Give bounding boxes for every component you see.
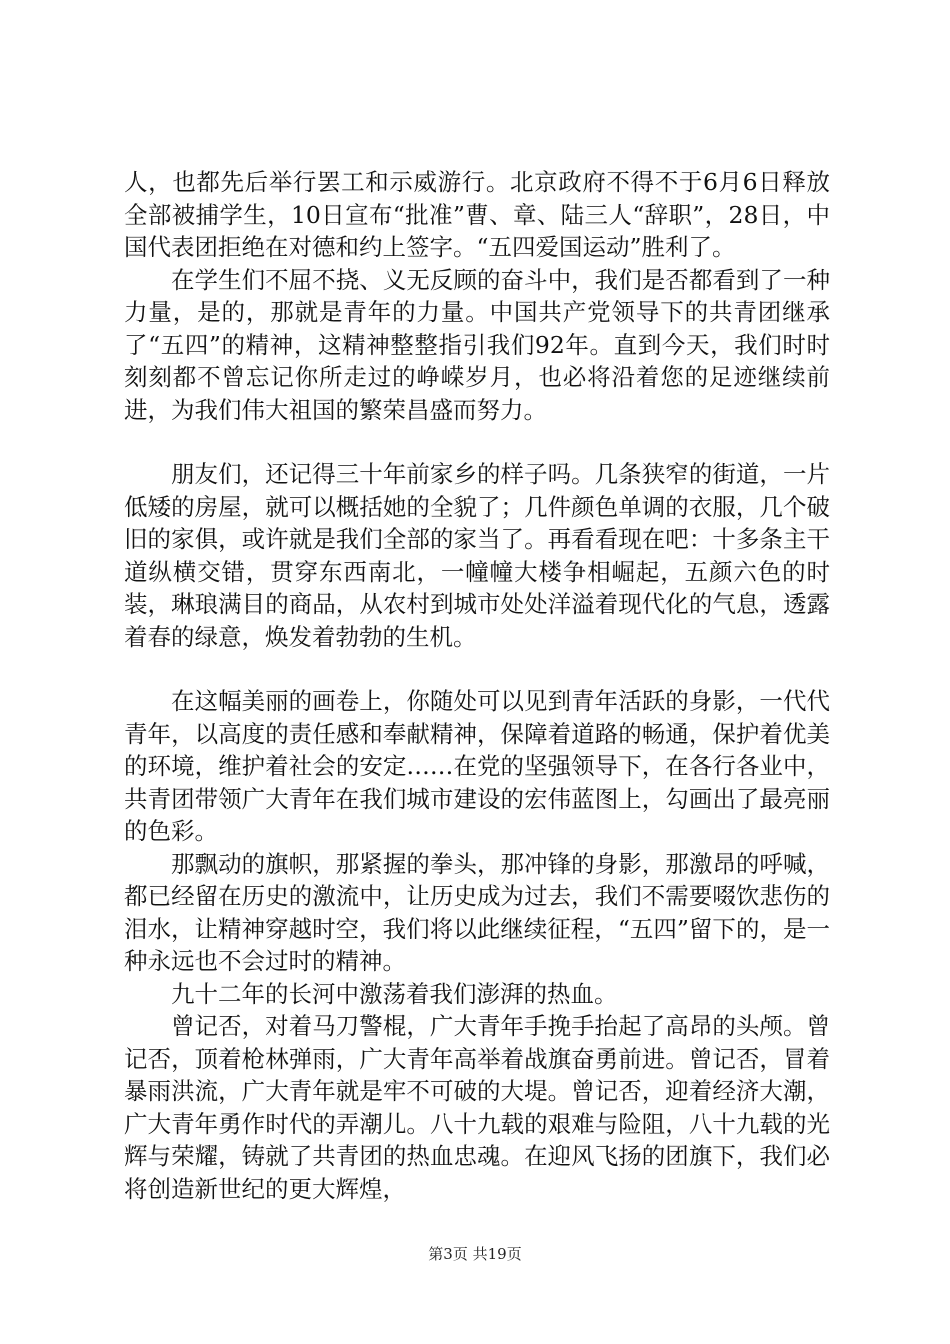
paragraph-may-fourth-spirit: 那飘动的旗帜，那紧握的拳头，那冲锋的身影，那激昂的呼喊，都已经留在历史的激流中，让历史成为过去，我们不需要啜饮悲伤的泪水，让精神穿越时空，我们将以此继续征程，“五四”留下的，是一种永远也不会过时的精神。 <box>124 849 830 975</box>
page-footer: 第3页 共19页 <box>428 1245 522 1263</box>
paragraph-youth-power: 在学生们不屈不挠、义无反顾的奋斗中，我们是否都看到了一种力量，是的，那就是青年的力量。中国共产党领导下的共青团继承了“五四”的精神，这精神整整指引我们92年。直到今天，我们时时刻刻都不曾忘记你所走过的峥嵘岁月，也必将沿着您的足迹继续前进，为我们伟大祖国的繁荣昌盛而努力。 <box>124 265 830 424</box>
paragraph-ninety-two-years: 九十二年的长河中激荡着我们澎湃的热血。 <box>171 979 618 1008</box>
page-body <box>124 166 830 1205</box>
paragraph-city-construction: 在这幅美丽的画卷上，你随处可以见到青年活跃的身影，一代代青年，以高度的责任感和奉献精神，保障着道路的畅通，保护着优美的环境，维护着社会的安定……在党的坚强领导下，在各行各业中，共青团带领广大青年在我们城市建设的宏伟蓝图上，勾画出了最亮丽的色彩。 <box>124 687 830 845</box>
paragraph-remember: 曾记否，对着马刀警棍，广大青年手挽手抬起了高昂的头颅。曾记否，顶着枪林弹雨，广大青年高举着战旗奋勇前进。曾记否，冒着暴雨洪流，广大青年就是牢不可破的大堤。曾记否，迎着经济大潮，广大青年勇作时代的弄潮儿。八十九载的艰难与险阻，八十九载的光辉与荣耀，铸就了共青团的热血忠魂。在迎风飞扬的团旗下，我们必将创造新世纪的更大辉煌， <box>124 1012 830 1203</box>
paragraph-hometown-change: 朋友们，还记得三十年前家乡的样子吗。几条狭窄的街道，一片低矮的房屋，就可以概括她的全貌了；几件颜色单调的衣服，几个破旧的家俱，或许就是我们全部的家当了。再看看现在吧：十多条主干道纵横交错，贯穿东西南北，一幢幢大楼争相崛起，五颜六色的时装，琳琅满目的商品，从农村到城市处处洋溢着现代化的气息，透露着春的绿意，焕发着勃勃的生机。 <box>124 460 830 651</box>
paragraph-continuation: 人，也都先后举行罢工和示威游行。北京政府不得不于6月6日释放全部被捕学生，10日宣布“批准”曹、章、陆三人“辞职”，28日，中国代表团拒绝在对德和约上签字。“五四爱国运动”胜利了。 <box>124 168 830 261</box>
